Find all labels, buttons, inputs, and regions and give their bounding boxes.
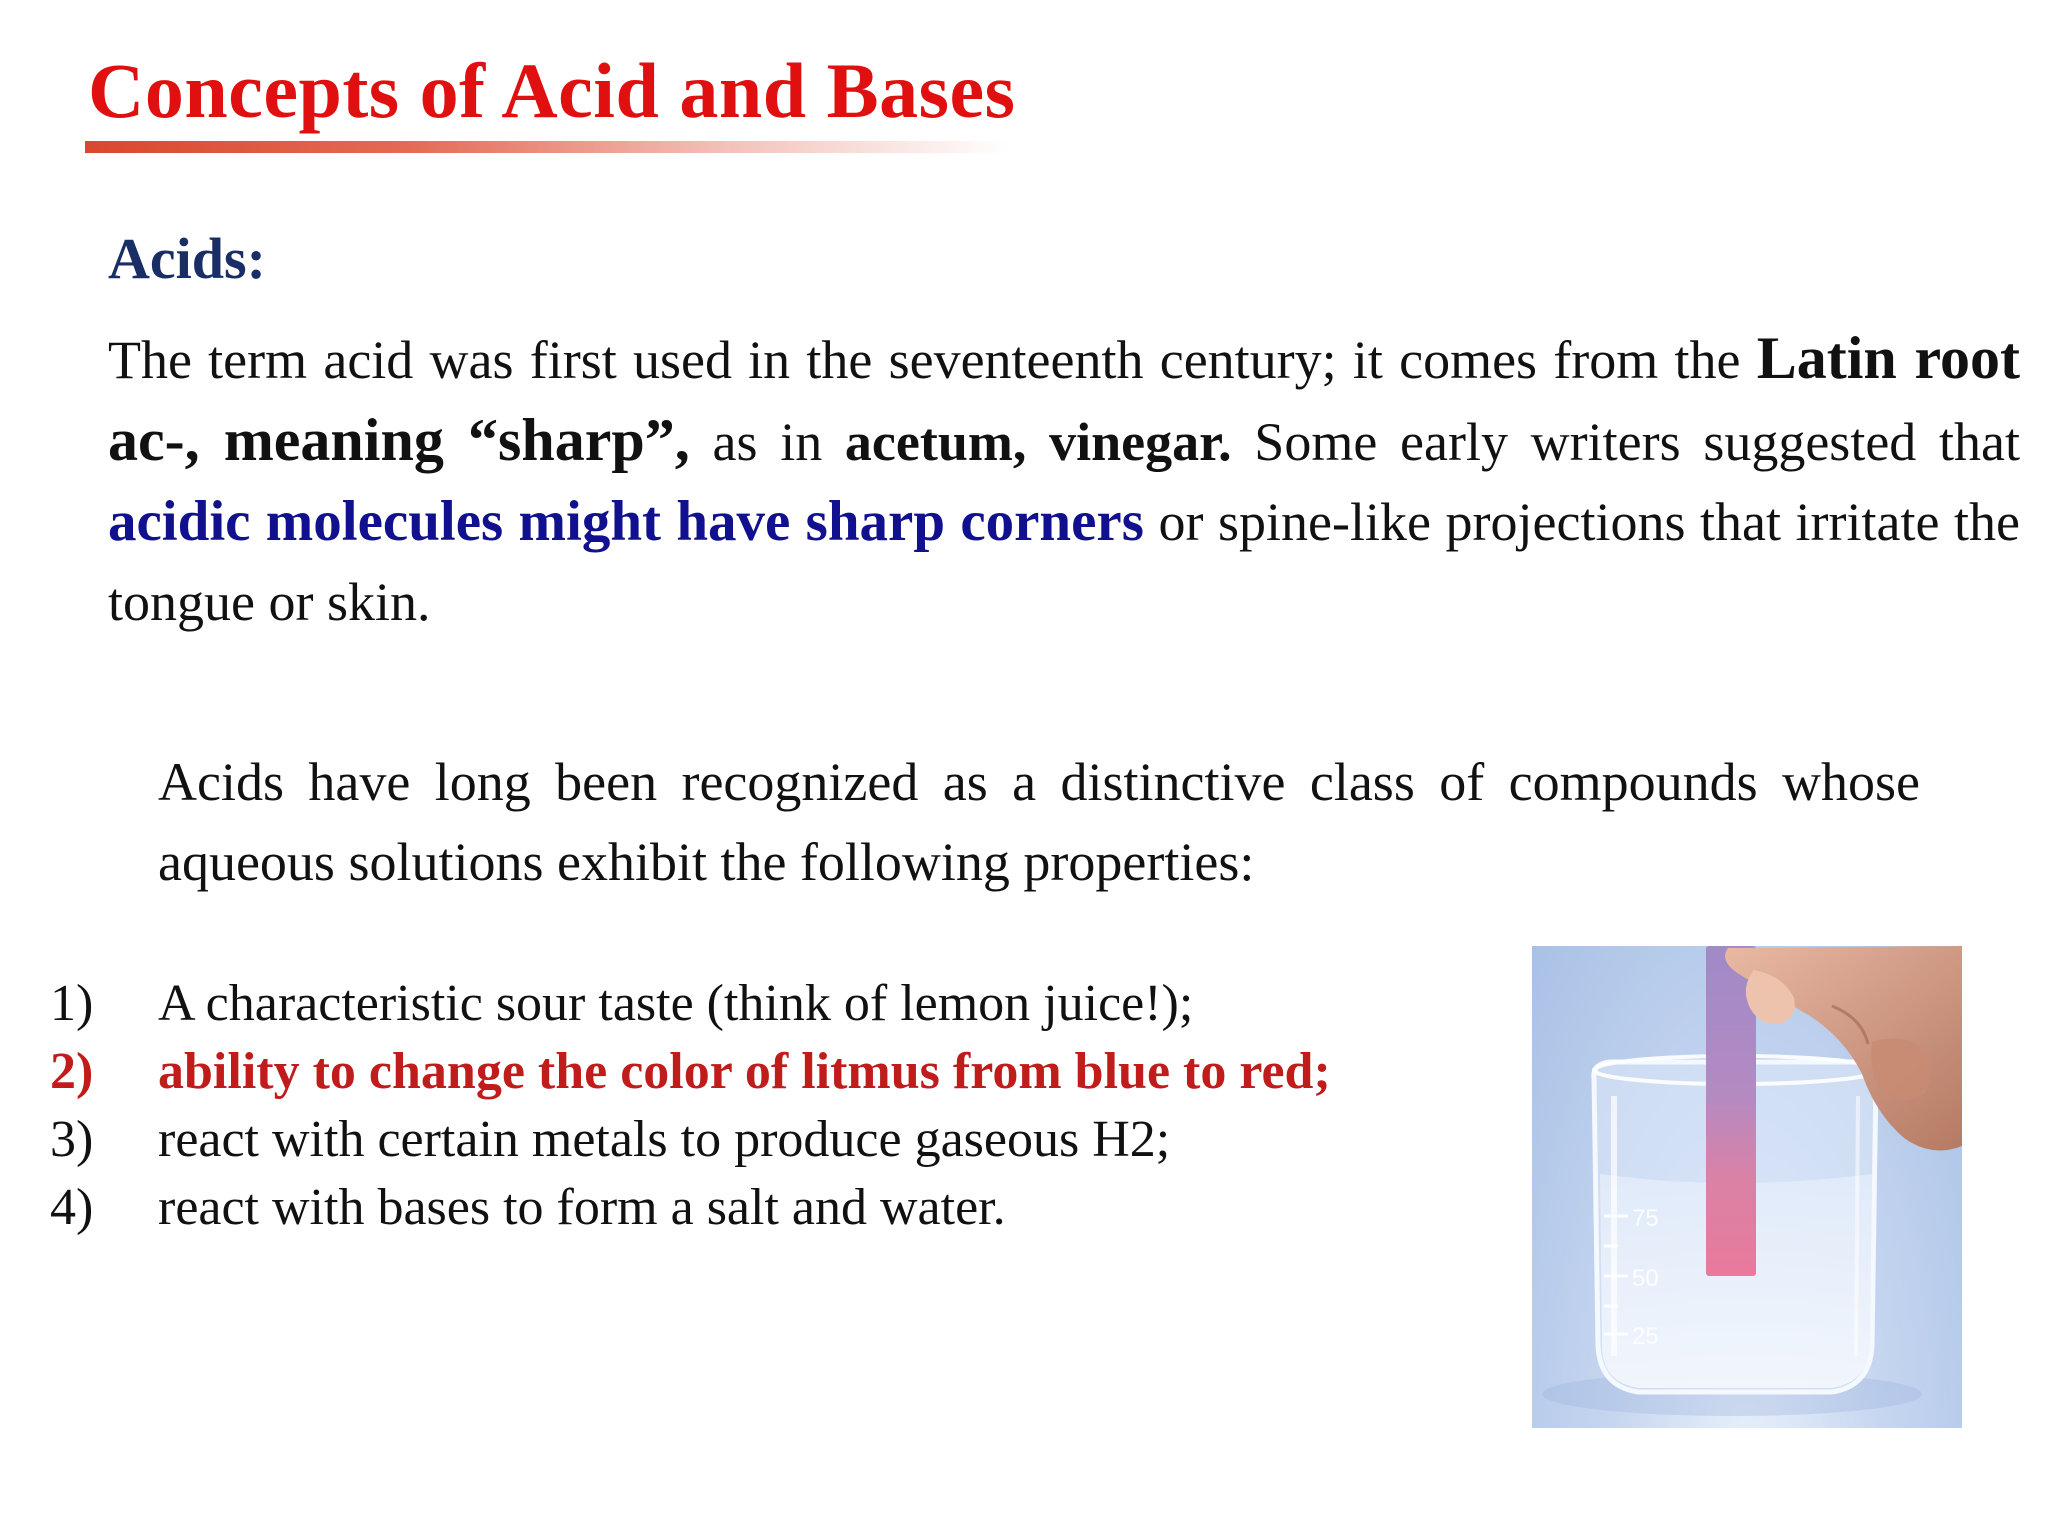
litmus-beaker-photo xyxy=(1532,946,1962,1428)
intro-bold-acetum: acetum, vinegar. xyxy=(844,412,1232,472)
list-item-text: ability to change the color of litmus from blue to red; xyxy=(158,1043,1331,1100)
list-item-highlighted xyxy=(50,1038,1331,1106)
list-item-number: 3) xyxy=(50,1111,94,1168)
list-item xyxy=(50,1174,1331,1242)
acids-heading: Acids: xyxy=(108,226,266,291)
intro-bold-latin-root: Latin root ac-, meaning “sharp”, xyxy=(108,325,2020,473)
intro-text-1: The term acid was first used in the seventeenth century; it comes from the xyxy=(108,330,1757,390)
list-item-number: 2) xyxy=(50,1043,94,1100)
beaker-mark-25: 25 xyxy=(1632,1323,1659,1350)
acid-properties-list xyxy=(50,970,1331,1242)
list-item xyxy=(50,970,1331,1038)
title-underline xyxy=(85,141,1010,153)
acids-intro-paragraph xyxy=(108,318,2020,642)
intro-text-3: Some early writers suggested that xyxy=(1231,412,2020,472)
list-item-number: 4) xyxy=(50,1179,94,1236)
list-item-text: react with certain metals to produce gaseous H2; xyxy=(158,1111,1171,1168)
intro-blue-sharp-corners: acidic molecules might have sharp corners xyxy=(108,490,1144,553)
list-item-text: react with bases to form a salt and water. xyxy=(158,1179,1006,1236)
list-item-number: 1) xyxy=(50,975,94,1032)
beaker-mark-75: 75 xyxy=(1632,1205,1659,1232)
intro-text-2: as in xyxy=(689,412,845,472)
list-item-text: A characteristic sour taste (think of lemon juice!); xyxy=(158,975,1194,1032)
litmus-beaker-illustration xyxy=(1532,946,1962,1428)
slide-title: Concepts of Acid and Bases xyxy=(88,47,1016,134)
intro-text-4: or spine-like projections that irritate the tongue or skin. xyxy=(108,492,2020,632)
properties-lead-paragraph: Acids have long been recognized as a distinctive class of compounds whose aqueous solutions exhibit the following properties: xyxy=(158,752,1920,892)
beaker-mark-50: 50 xyxy=(1632,1265,1659,1292)
list-item xyxy=(50,1106,1331,1174)
